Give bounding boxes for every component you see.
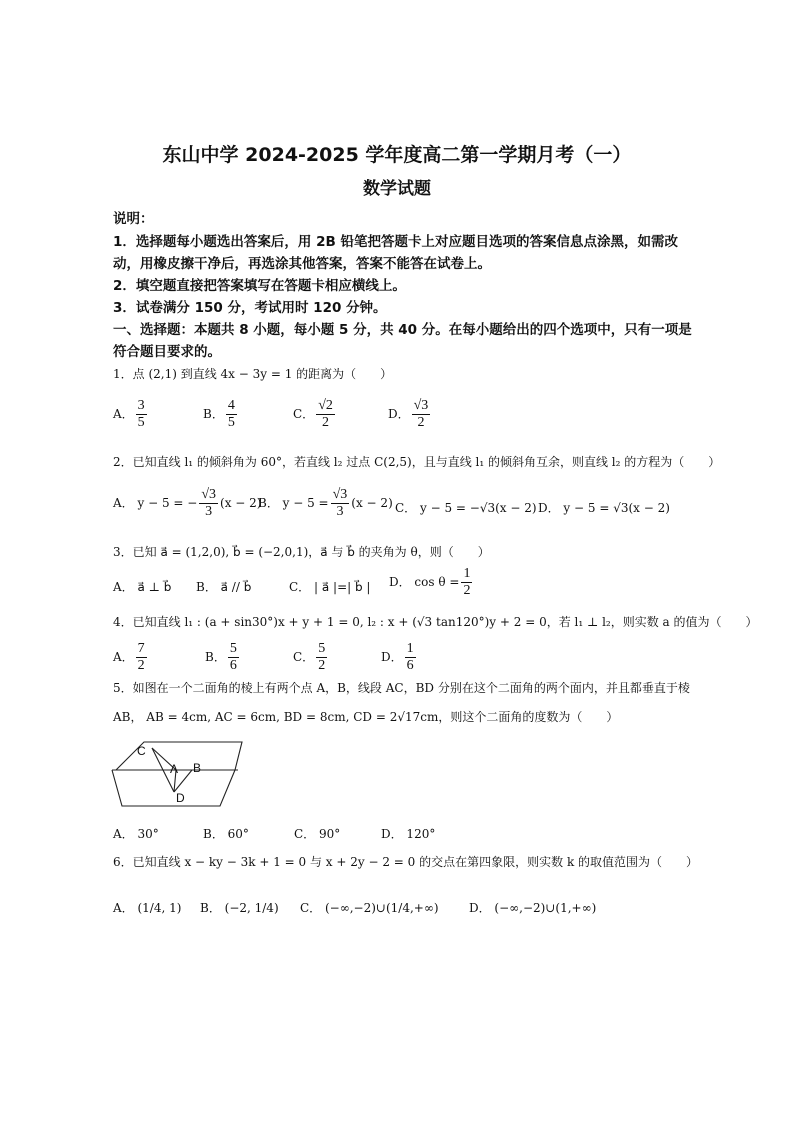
question-5-option-d: D． 120°	[381, 827, 436, 841]
question-2-stem: 2．已知直线 l₁ 的倾斜角为 60°，若直线 l₂ 过点 C(2,5)，且与直线 l₁ 的倾斜角互余，则直线 l₂ 的方程为（ ）	[113, 455, 721, 469]
question-4-option-a: A． $\frac{7}{2}$	[113, 641, 145, 674]
instruction-line-4: 3．试卷满分 150 分，考试用时 120 分钟。	[113, 300, 387, 316]
question-5-option-c: C． 90°	[294, 827, 341, 841]
question-2-option-a: A． y − 5 = − $\frac{√3}{3}$ (x − 2)	[113, 487, 262, 520]
question-1-option-c: C． $\frac{√2}{2}$	[293, 398, 333, 431]
question-5-option-b: B． 60°	[203, 827, 249, 841]
question-4-option-c: C． $\frac{5}{2}$	[293, 641, 326, 674]
question-2-option-d: D． y − 5 = √3(x − 2)	[538, 501, 670, 515]
question-5-option-a: A． 30°	[113, 827, 159, 841]
figure-label-a: A	[170, 762, 179, 776]
question-5-stem-line-2: AB， AB = 4cm, AC = 6cm, BD = 8cm, CD = 2√17cm，则这个二面角的度数为（ ）	[113, 710, 619, 724]
question-5-stem-line-1: 5．如图在一个二面角的棱上有两个点 A，B，线段 AC，BD 分别在这个二面角的两个面内，并且都垂直于棱	[113, 681, 690, 695]
question-6-option-d: D． (−∞,−2)∪(1,+∞)	[469, 901, 597, 915]
section-heading-line-2: 符合题目要求的。	[113, 344, 221, 360]
exam-title: 东山中学 2024-2025 学年度高二第一学期月考（一）	[162, 144, 632, 166]
question-4-option-d: D． $\frac{1}{6}$	[381, 641, 414, 674]
question-3-stem: 3．已知 a⃗ = (1,2,0), b⃗ = (−2,0,1)，a⃗ 与 b⃗ 的夹角为 θ，则（ ）	[113, 545, 490, 559]
figure-label-c: C	[137, 744, 146, 758]
question-2-option-c: C． y − 5 = −√3(x − 2)	[395, 501, 537, 515]
figure-label-d: D	[176, 791, 185, 805]
question-1-option-d: D． $\frac{√3}{2}$	[388, 398, 429, 431]
instruction-line-3: 2．填空题直接把答案填写在答题卡相应横线上。	[113, 278, 406, 294]
question-1-stem: 1．点 (2,1) 到直线 4x − 3y = 1 的距离为（ ）	[113, 367, 393, 381]
question-4-option-b: B． $\frac{5}{6}$	[205, 641, 237, 674]
instructions-heading: 说明：	[113, 211, 154, 227]
exam-subtitle: 数学试题	[363, 179, 431, 199]
question-6-option-a: A． (1/4, 1)	[113, 901, 182, 915]
question-3-option-b: B． a⃗ // b⃗	[196, 580, 252, 594]
section-heading-line-1: 一、选择题：本题共 8 小题，每小题 5 分，共 40 分。在每小题给出的四个选项中，只有一项是	[113, 322, 692, 338]
question-4-stem: 4．已知直线 l₁ : (a + sin30°)x + y + 1 = 0, l₂ : x + (√3 tan120°)y + 2 = 0，若 l₁ ⊥ l₂，则实数 a 的值为（ ）	[113, 615, 758, 629]
question-6-option-b: B． (−2, 1/4)	[200, 901, 279, 915]
instruction-line-1: 1．选择题每小题选出答案后，用 2B 铅笔把答题卡上对应题目选项的答案信息点涂黑，如需改	[113, 234, 678, 250]
question-1-option-b: B． $\frac{4}{5}$	[203, 398, 235, 431]
question-3-option-d: D． cos θ = $\frac{1}{2}$	[389, 566, 471, 599]
question-1-option-a: A． $\frac{3}{5}$	[113, 398, 145, 431]
question-6-option-c: C． (−∞,−2)∪(1/4,+∞)	[300, 901, 439, 915]
question-3-option-a: A． a⃗ ⊥ b⃗	[113, 580, 172, 594]
question-2-option-b: B． y − 5 = $\frac{√3}{3}$ (x − 2)	[258, 487, 393, 520]
question-6-stem: 6．已知直线 x − ky − 3k + 1 = 0 与 x + 2y − 2 = 0 的交点在第四象限，则实数 k 的取值范围为（ ）	[113, 855, 699, 869]
question-3-option-c: C． | a⃗ |=| b⃗ |	[289, 580, 371, 594]
instruction-line-2: 动，用橡皮擦干净后，再选涂其他答案，答案不能答在试卷上。	[113, 256, 491, 272]
figure-label-b: B	[193, 761, 202, 775]
